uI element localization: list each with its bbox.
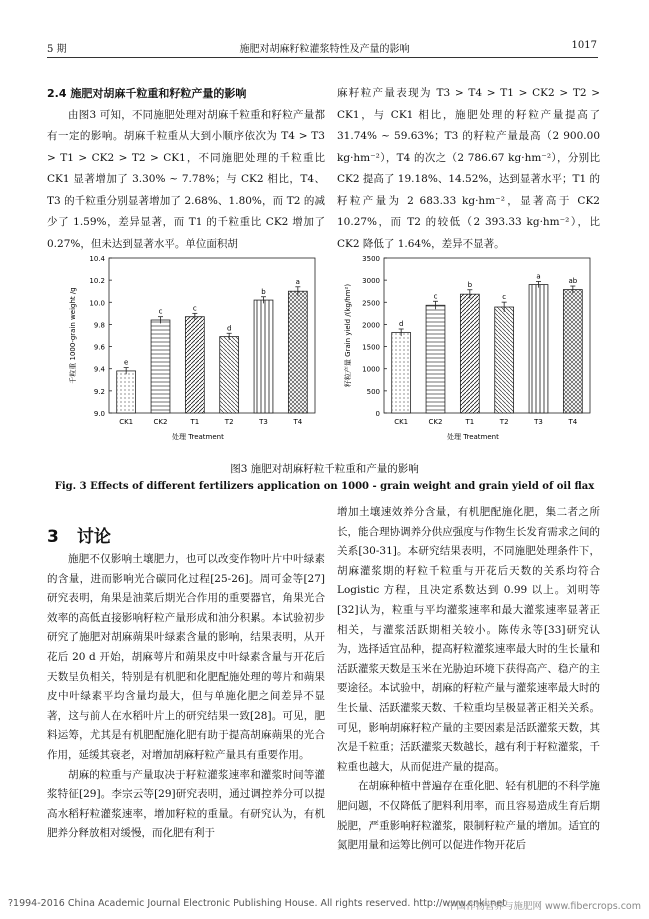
- x-tick-label: T1: [465, 418, 475, 426]
- significance-letter: c: [502, 293, 507, 302]
- y-axis-label: 千粒重 1000-grain weight /g: [69, 287, 77, 384]
- bar-t1: [460, 294, 479, 413]
- bar-ck2: [426, 305, 445, 413]
- section-2-4-left: [47, 83, 325, 255]
- chart-1000-grain-weight: [47, 248, 327, 458]
- x-tick-label: T4: [568, 418, 578, 426]
- x-tick-label: T4: [293, 418, 303, 426]
- page-header: [0, 0, 649, 60]
- x-tick-label: CK1: [394, 418, 409, 426]
- chart-grain-yield: [322, 248, 602, 458]
- x-tick-label: T3: [534, 418, 543, 426]
- y-tick-label: 500: [366, 387, 380, 396]
- y-tick-label: 10.0: [89, 299, 105, 308]
- discussion-number: 3: [47, 527, 59, 547]
- y-axis-label: 籽粒产量 Grain yield /(kg/hm²): [344, 283, 352, 388]
- x-tick-label: T2: [499, 418, 509, 426]
- page-number: 1017: [571, 40, 597, 51]
- bar-ck1: [392, 333, 411, 413]
- y-tick-label: 9.8: [93, 321, 105, 330]
- y-tick-label: 0: [375, 410, 380, 418]
- bar-t3: [529, 285, 548, 413]
- y-tick-label: 3000: [362, 277, 380, 286]
- x-tick-label: CK2: [428, 418, 443, 426]
- header-rule: [47, 57, 598, 58]
- discussion-paragraph-2: 胡麻的粒重与产量取决于籽粒灌浆速率和灌浆时间等灌浆特征[29]。李宗云等[29]研究表明，通过调控养分可以提高水稻籽粒灌浆速率，增加籽粒的重量。有研究认为，有机肥养分释放相对缓慢，而化肥有利于: [47, 768, 325, 840]
- x-tick-label: CK1: [119, 418, 134, 426]
- discussion-heading: [47, 522, 111, 547]
- bar-t4: [563, 290, 582, 413]
- y-tick-label: 9.2: [93, 387, 105, 396]
- x-tick-label: CK2: [153, 418, 168, 426]
- y-tick-label: 10.4: [89, 255, 105, 263]
- y-tick-label: 9.4: [93, 365, 105, 374]
- running-title: 施肥对胡麻籽粒灌浆特性及产量的影响: [239, 44, 410, 55]
- significance-letter: a: [536, 272, 541, 281]
- significance-letter: c: [192, 304, 197, 313]
- y-tick-label: 1500: [362, 343, 380, 352]
- significance-letter: a: [295, 277, 300, 286]
- watermark-text: 中国作物营养与施肥网 www.fibercrops.com: [446, 901, 641, 912]
- figure-caption-en: Fig. 3 Effects of different fertilizers application on 1000 - grain weight and grain yield of oil flax: [54, 481, 595, 492]
- plot-frame: [384, 258, 590, 413]
- y-tick-label: 9.0: [93, 410, 105, 418]
- y-tick-label: 9.6: [93, 343, 105, 352]
- copyright-notice: ?1994-2016 China Academic Journal Electronic Publishing House. All rights reserved. http://www.cnki.net: [8, 898, 506, 909]
- discussion-paragraph-1: 施肥不仅影响土壤肥力，也可以改变作物叶片中叶绿素的含量，进而影响光合碳同化过程[25-26]。周可金等[27]研究表明，角果是油菜后期光合作用的重要器官，角果光合效率的高低直接影响籽粒产量形成和油分积累。本试验初步研究了施肥对胡麻蒴果叶绿素含量的影响，结果表明，从开花后 20 d 开始，胡麻萼片和蒴果皮中叶绿素含量与开花后天数呈负相关，特别是有机肥和化肥配施处理的萼片和蒴果皮中叶绿素平均含量均最大，但与单施化肥之间差异不显著，这与前人在水稻叶片上的研究结果一致[28]。可见，肥料运筹，尤其是有机肥配施化肥有助于提高胡麻蒴果的光合作用，延缓其衰老，对增加胡麻籽粒产量具有重要作用。: [47, 553, 325, 761]
- significance-letter: b: [261, 287, 266, 296]
- section-paragraph-left: 由图3 可知，不同施肥处理对胡麻千粒重和籽粒产量都有一定的影响。胡麻千粒重从大到小顺序依次为 T4 > T3 > T1 > CK2 > T2 > CK1，不同施肥处理的千粒重比 CK1 显著增加了 3.30% ~ 7.78%；与 CK2 相比，T4、T3 的千粒重分别显著增加了 2.68%、1.80%，而 T2 的减少了 1.59%，差异显著，而 T1 的千粒重比 CK2 增加了 0.27%，但未达到显著水平。单位面积胡: [47, 108, 325, 250]
- bar-t2: [220, 337, 239, 413]
- figure-3: [47, 248, 607, 458]
- x-tick-label: T3: [259, 418, 268, 426]
- plot-frame: [109, 258, 315, 413]
- discussion-right-column: [337, 503, 600, 856]
- bar-ck2: [151, 320, 170, 413]
- y-tick-label: 2000: [362, 321, 380, 330]
- discussion-title: 讨论: [76, 527, 111, 547]
- significance-letter: b: [467, 280, 473, 289]
- figure-caption-cn: 图3 施肥对胡麻籽粒千粒重和产量的影响: [230, 463, 419, 475]
- y-tick-label: 3500: [362, 255, 380, 263]
- discussion-paragraph-4: 在胡麻种植中普遍存在重化肥、轻有机肥的不科学施肥问题，不仅降低了肥料利用率，而且容易造成生育后期脱肥，严重影响籽粒灌浆，限制籽粒产量的增加。适宜的氮肥用量和运筹比例可以促进作物开花后: [337, 780, 600, 852]
- y-tick-label: 10.2: [89, 277, 105, 286]
- bar-t2: [495, 307, 514, 413]
- y-tick-label: 2500: [362, 299, 380, 308]
- significance-letter: d: [398, 319, 404, 328]
- section-paragraph-right: 麻籽粒产量表现为 T3 > T4 > T1 > CK2 > T2 > CK1，与 CK1 相比，施肥处理的籽粒产量提高了 31.74% ~ 59.63%；T3 的籽粒产量最高（2 900.00 kg·hm⁻²），T4 的次之（2 786.67 kg·hm⁻²），分别比 CK2 提高了 19.18%、14.52%，达到显著水平；T1 的籽粒产量为 2 683.33 kg·hm⁻²，显著高于 CK2 10.27%，而 T2 的较低（2 393.33 kg·hm⁻²），比 CK2 降低了 1.64%，差异不显著。: [337, 87, 600, 250]
- significance-letter: c: [433, 292, 438, 301]
- section-2-4-right: [337, 83, 600, 255]
- bar-t4: [288, 291, 307, 413]
- x-tick-label: T1: [190, 418, 200, 426]
- discussion-left-column: [47, 550, 325, 844]
- discussion-paragraph-3: 增加土壤速效养分含量，有机肥配施化肥，集二者之所长，能合理协调养分供应强度与作物生长发育需求之间的关系[30-31]。本研究结果表明，不同施肥处理条件下，胡麻灌浆期的籽粒千粒重与开花后天数的关系均符合 Logistic 方程，且决定系数达到 0.99 以上。刘明等[32]认为，粒重与平均灌浆速率和最大灌浆速率显著正相关，与灌浆活跃期相关较小。陈传永等[33]研究认为，选择适宜品种，提高籽粒灌浆速率最大时的生长量和活跃灌浆天数是玉米在光胁迫环境下获得高产、稳产的主要途径。本试验中，胡麻的籽粒产量与灌浆速率最大时的生长量、活跃灌浆天数、千粒重均呈极显著正相关关系。可见，影响胡麻籽粒产量的主要因素是活跃灌浆天数，其次是千粒重；活跃灌浆天数越长，越有利于籽粒灌浆，千粒重也越大，从而促进产量的提高。: [337, 506, 600, 773]
- issue-number: 5 期: [47, 44, 67, 55]
- significance-letter: d: [226, 324, 232, 333]
- section-heading: 2.4 施肥对胡麻千粒重和籽粒产量的影响: [47, 87, 247, 100]
- x-axis-label: 处理 Treatment: [447, 433, 499, 441]
- significance-letter: c: [158, 307, 163, 316]
- x-axis-label: 处理 Treatment: [172, 433, 224, 441]
- significance-letter: e: [124, 358, 129, 367]
- bar-t3: [254, 300, 273, 413]
- x-tick-label: T2: [224, 418, 234, 426]
- bar-ck1: [117, 371, 136, 413]
- y-tick-label: 1000: [362, 365, 380, 374]
- significance-letter: ab: [568, 277, 578, 286]
- bar-t1: [185, 317, 204, 413]
